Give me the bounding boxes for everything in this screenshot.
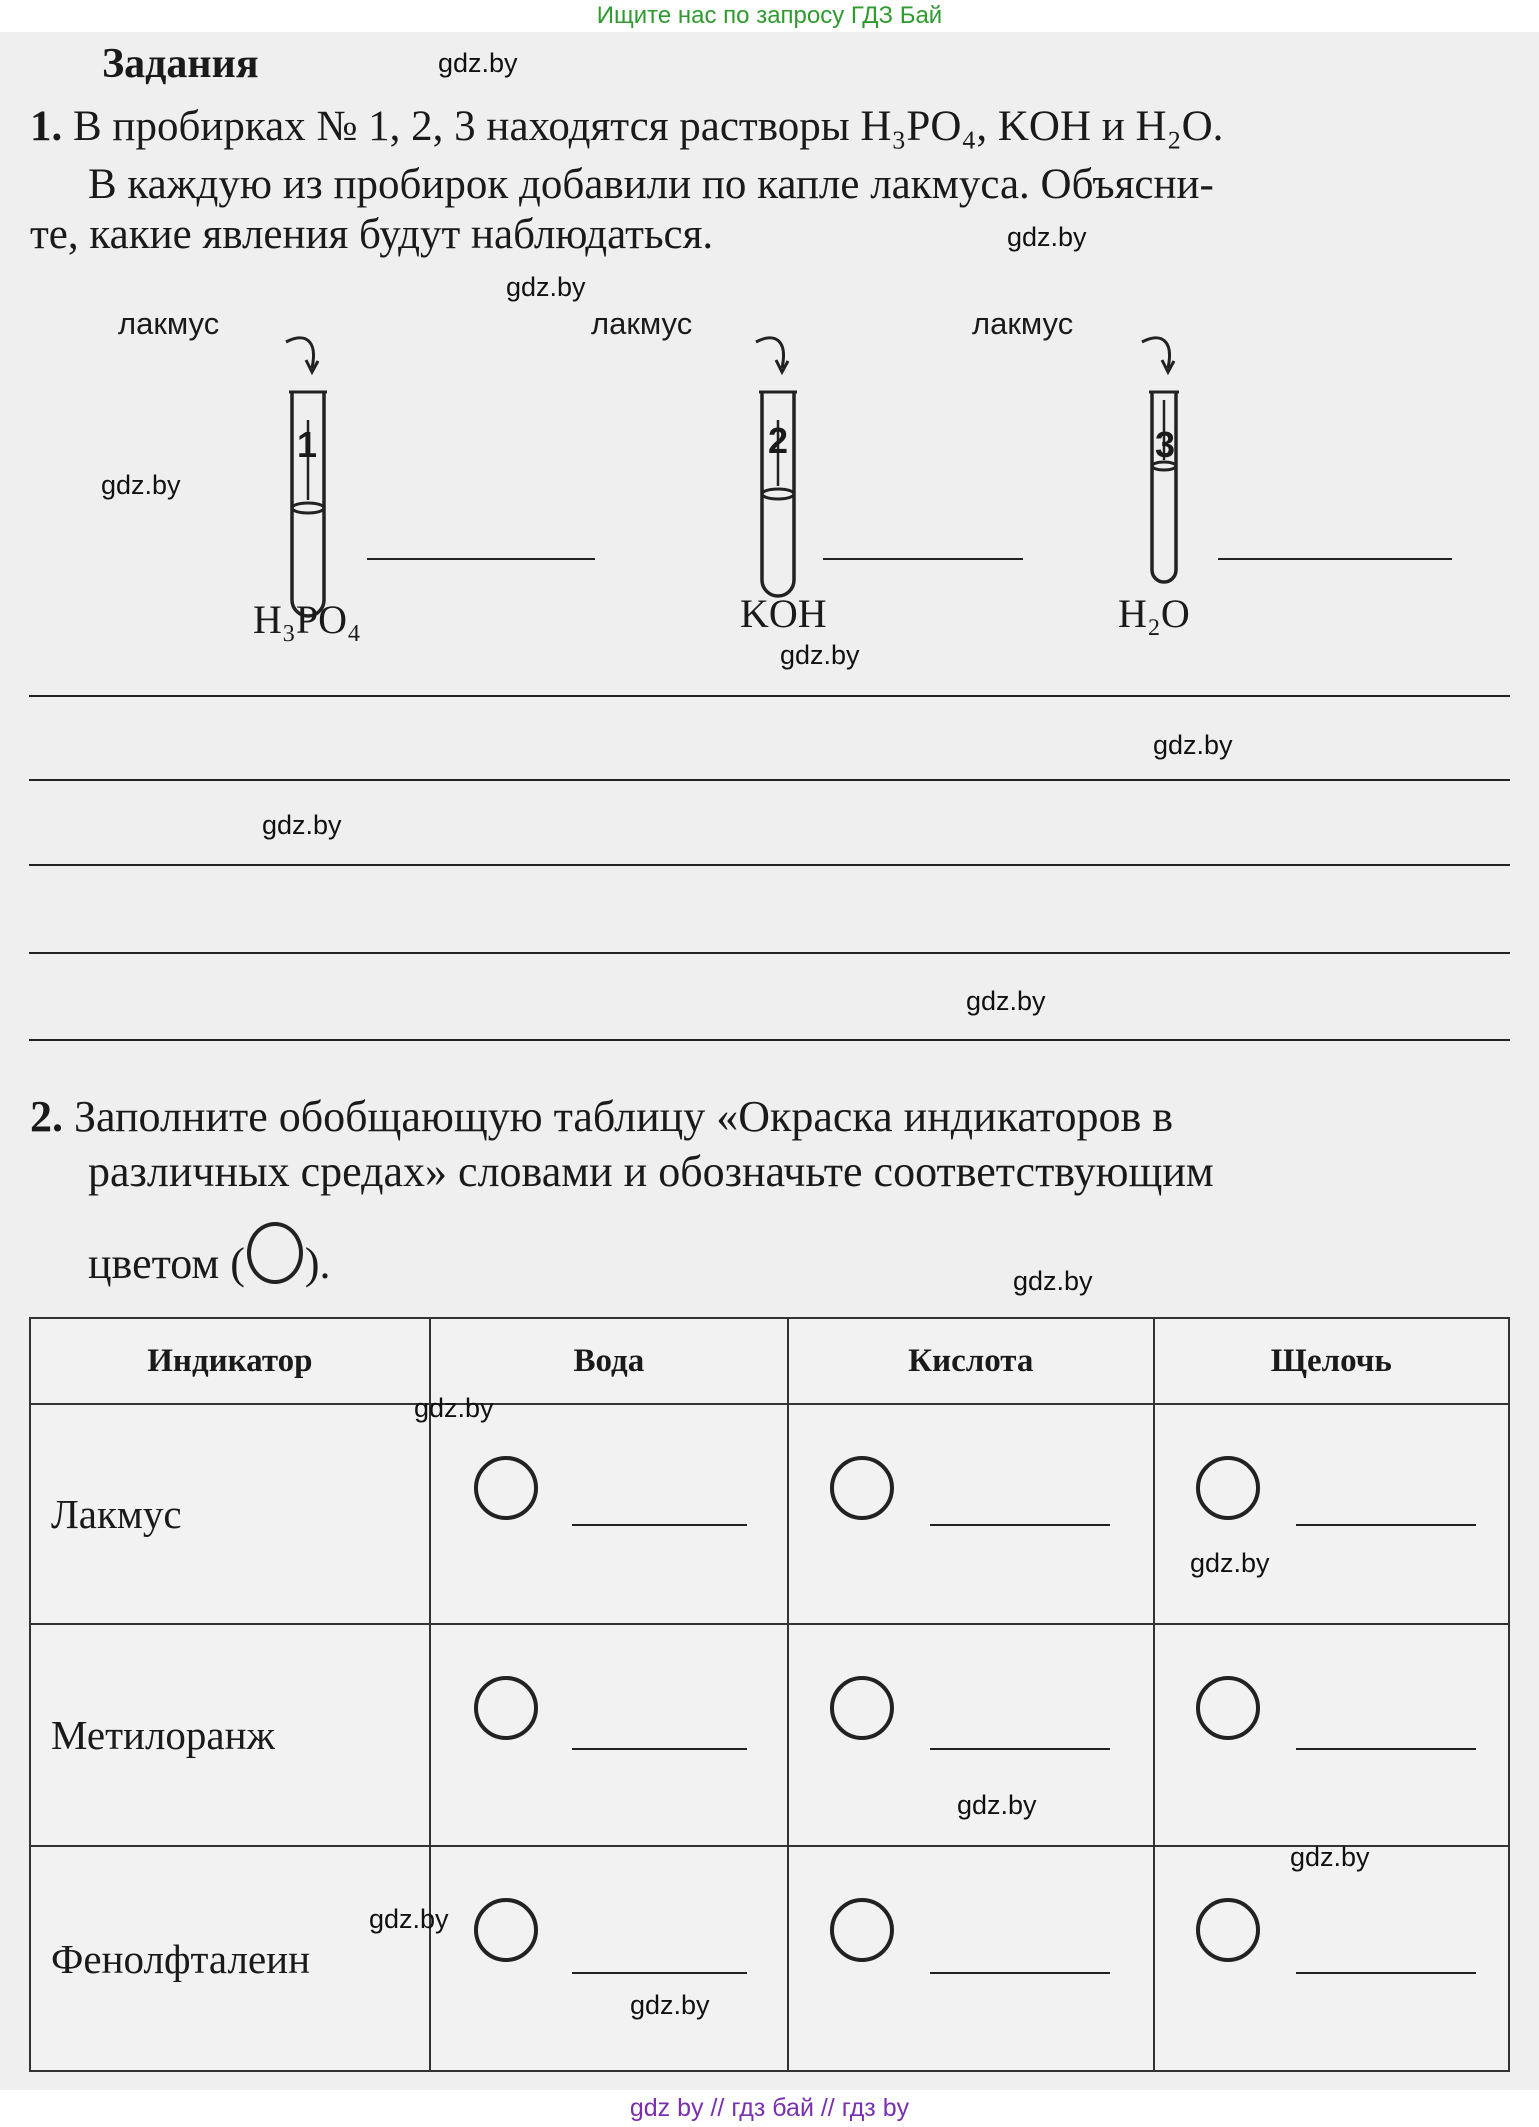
answer-line-4[interactable] [29, 952, 1510, 954]
tube-icon-1 [260, 330, 350, 630]
cell-phenolphthalein-alkali[interactable] [1154, 1846, 1509, 2071]
task2-text-line1: Заполните обобщающую таблицу «Окраска индикаторов в [74, 1092, 1173, 1141]
watermark: gdz.by [1290, 1842, 1370, 1872]
watermark: gdz.by [506, 272, 586, 302]
color-circle[interactable] [1196, 1456, 1260, 1520]
watermark: gdz.by [369, 1904, 449, 1934]
header-water: Вода [430, 1318, 788, 1404]
tube-icon-3 [1116, 330, 1206, 620]
header-acid: Кислота [788, 1318, 1153, 1404]
cell-lakmus-water[interactable] [430, 1404, 788, 1624]
row-name-methylorange: Метилоранж [30, 1624, 430, 1846]
watermark: gdz.by [780, 640, 860, 670]
formula-h2o: H₂O [1118, 591, 1190, 636]
table-row [30, 1404, 1509, 1624]
watermark: gdz.by [1190, 1548, 1270, 1578]
answer-line-1[interactable] [29, 695, 1510, 697]
answer-line[interactable] [572, 1524, 747, 1526]
task1-text-line1: В пробирках № 1, 2, 3 находятся растворы H₃PO₄, KOH и H₂O. [73, 103, 1224, 150]
table-row [30, 1624, 1509, 1846]
task2-text-line3b: ). [304, 1239, 331, 1288]
cell-lakmus-acid[interactable] [788, 1404, 1153, 1624]
bottom-banner: gdz by // гдз бай // гдз by [0, 2090, 1539, 2127]
table-row [30, 1846, 1509, 2071]
color-circle[interactable] [474, 1898, 538, 1962]
watermark: gdz.by [1013, 1266, 1093, 1296]
color-circle-icon [247, 1222, 303, 1284]
watermark: gdz.by [630, 1990, 710, 2020]
color-circle[interactable] [474, 1456, 538, 1520]
cell-methylorange-water[interactable] [430, 1624, 788, 1846]
color-circle[interactable] [830, 1898, 894, 1962]
answer-line[interactable] [1296, 1748, 1476, 1750]
task1-number: 1. [30, 103, 63, 150]
cell-phenolphthalein-water[interactable] [430, 1846, 788, 2071]
watermark: gdz.by [438, 48, 518, 78]
lakmus-label-1: лакмус [118, 306, 220, 341]
color-circle[interactable] [830, 1676, 894, 1740]
formula-h3po4: H₃PO₄ [253, 597, 361, 642]
lakmus-label-2: лакмус [591, 306, 693, 341]
tube-number-3: 3 [1155, 424, 1176, 465]
color-circle[interactable] [474, 1676, 538, 1740]
table-header-row [30, 1318, 1509, 1404]
answer-line[interactable] [572, 1972, 747, 1974]
color-circle[interactable] [1196, 1676, 1260, 1740]
watermark: gdz.by [966, 986, 1046, 1016]
tube-number-1: 1 [297, 424, 318, 465]
watermark: gdz.by [101, 470, 181, 500]
answer-line[interactable] [930, 1972, 1110, 1974]
indicator-table [29, 1317, 1510, 2072]
color-circle[interactable] [830, 1456, 894, 1520]
answer-line[interactable] [1296, 1972, 1476, 1974]
cell-lakmus-alkali[interactable] [1154, 1404, 1509, 1624]
task1-text-line2: В каждую из пробирок добавили по капле лакмуса. Объясни- [88, 161, 1214, 208]
answer-line[interactable] [572, 1748, 747, 1750]
header-alkali: Щелочь [1154, 1318, 1509, 1404]
tube-number-2: 2 [768, 420, 789, 461]
watermark: gdz.by [1153, 730, 1233, 760]
task1-line1 [30, 98, 1223, 156]
cell-methylorange-alkali[interactable] [1154, 1624, 1509, 1846]
lakmus-label-3: лакмус [972, 306, 1074, 341]
formula-koh: KOH [740, 591, 827, 636]
answer-line-tube3[interactable] [1218, 558, 1452, 560]
tube-icon-2 [730, 330, 820, 630]
task2-number: 2. [30, 1092, 63, 1141]
task2-text-line3 [88, 1222, 331, 1293]
answer-line[interactable] [930, 1524, 1110, 1526]
answer-line-tube1[interactable] [367, 558, 595, 560]
answer-line[interactable] [930, 1748, 1110, 1750]
watermark: gdz.by [1007, 222, 1087, 252]
answer-line-2[interactable] [29, 779, 1510, 781]
cell-phenolphthalein-acid[interactable] [788, 1846, 1153, 2071]
watermark: gdz.by [262, 810, 342, 840]
row-name-phenolphthalein: Фенолфталеин [30, 1846, 430, 2071]
answer-line-tube2[interactable] [823, 558, 1023, 560]
row-name-lakmus: Лакмус [30, 1404, 430, 1624]
top-banner: Ищите нас по запросу ГДЗ Бай [0, 0, 1539, 32]
watermark: gdz.by [957, 1790, 1037, 1820]
task1-text-line3: те, какие явления будут наблюдаться. [30, 211, 714, 258]
answer-line-3[interactable] [29, 864, 1510, 866]
task2-text-line2: различных средах» словами и обозначьте соответствующим [88, 1147, 1214, 1196]
section-heading: Задания [102, 41, 259, 87]
task2-text-line3a: цветом ( [88, 1239, 245, 1288]
color-circle[interactable] [1196, 1898, 1260, 1962]
header-indicator: Индикатор [30, 1318, 430, 1404]
task2-line1 [30, 1088, 1173, 1146]
watermark: gdz.by [414, 1393, 494, 1423]
answer-line-5[interactable] [29, 1039, 1510, 1041]
answer-line[interactable] [1296, 1524, 1476, 1526]
